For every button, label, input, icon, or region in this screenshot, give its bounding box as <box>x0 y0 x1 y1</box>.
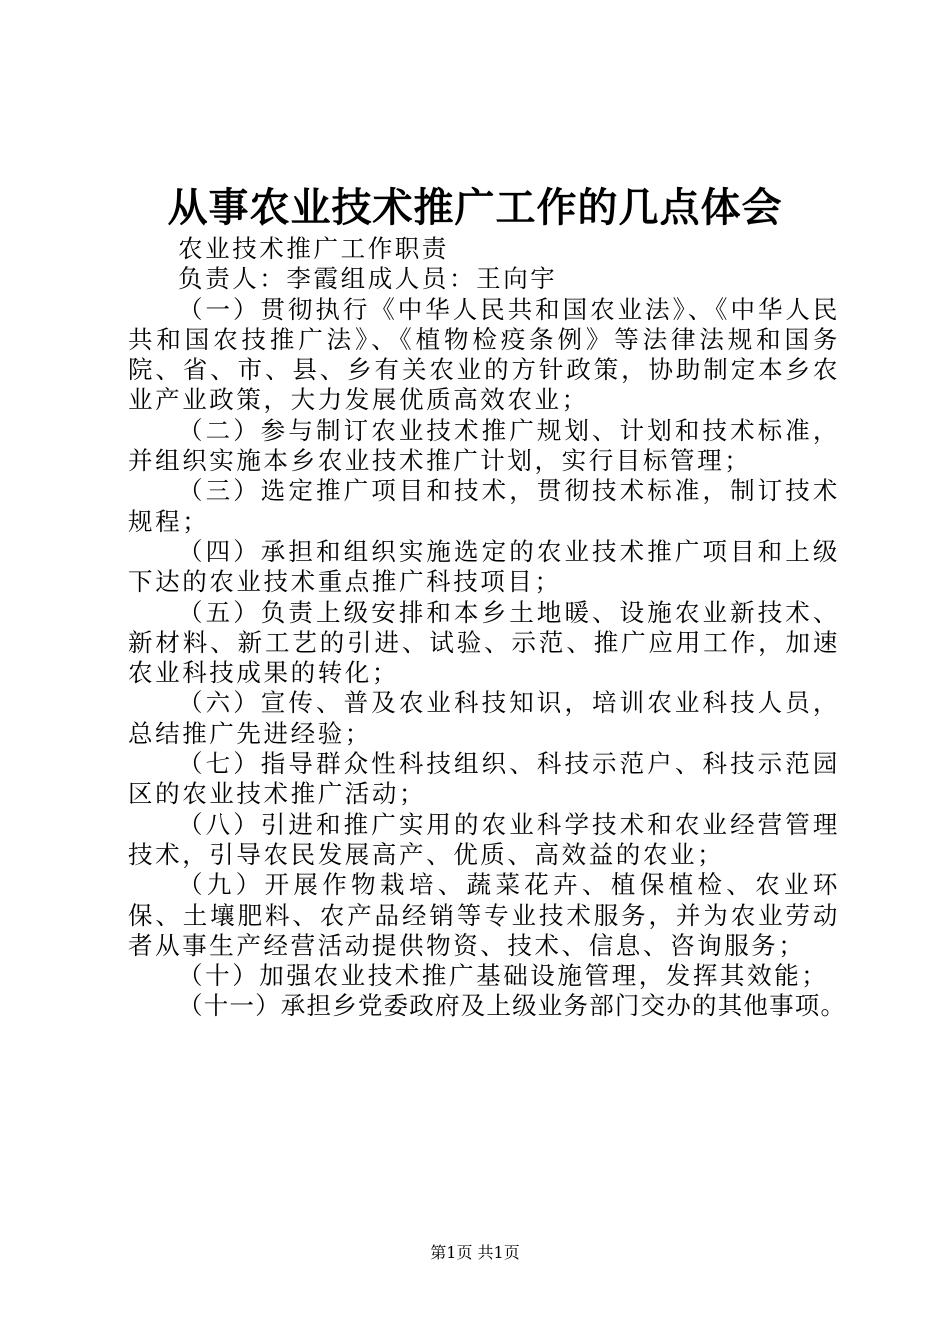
duty-item-5: （五）负责上级安排和本乡土地暖、设施农业新技术、新材料、新工艺的引进、试验、示范、推广应用工作，加速农业科技成果的转化； <box>128 597 840 688</box>
duty-item-10: （十）加强农业技术推广基础设施管理，发挥其效能； <box>178 961 829 991</box>
document-body <box>128 234 847 1022</box>
duty-item-11: （十一）承担乡党委政府及上级业务部门交办的其他事项。 <box>178 991 847 1021</box>
duty-item-1: （一）贯彻执行《中华人民共和国农业法》、《中华人民共和国农技推广法》、《植物检疫条例》等法律法规和国务院、省、市、县、乡有关农业的方针政策，协助制定本乡农业产业政策，大力发展优质高效农业； <box>128 294 840 415</box>
duty-item-9: （九）开展作物栽培、蔬菜花卉、植保植检、农业环保、土壤肥料、农产品经销等专业技术服务，并为农业劳动者从事生产经营活动提供物资、技术、信息、咨询服务； <box>128 870 840 960</box>
duty-item-2: （二）参与制订农业技术推广规划、计划和技术标准，并组织实施本乡农业技术推广计划，实行目标管理； <box>128 415 840 476</box>
duty-item-6: （六）宣传、普及农业科技知识，培训农业科技人员，总结推广先进经验； <box>128 688 840 748</box>
duty-item-3: （三）选定推广项目和技术，贯彻技术标准，制订技术规程； <box>128 476 840 536</box>
duty-item-8: （八）引进和推广实用的农业科学技术和农业经营管理技术，引导农民发展高产、优质、高效益的农业； <box>128 809 840 869</box>
duty-item-4: （四）承担和组织实施选定的农业技术推广项目和上级下达的农业技术重点推广科技项目； <box>128 536 840 597</box>
responsible-persons: 负责人：李霞组成人员：王向宇 <box>178 264 558 294</box>
page-number-footer: 第1页 共1页 <box>430 1243 520 1262</box>
duty-item-7: （七）指导群众性科技组织、科技示范户、科技示范园区的农业技术推广活动； <box>128 749 840 809</box>
document-title: 从事农业技术推广工作的几点体会 <box>167 184 783 231</box>
section-heading: 农业技术推广工作职责 <box>178 234 449 263</box>
